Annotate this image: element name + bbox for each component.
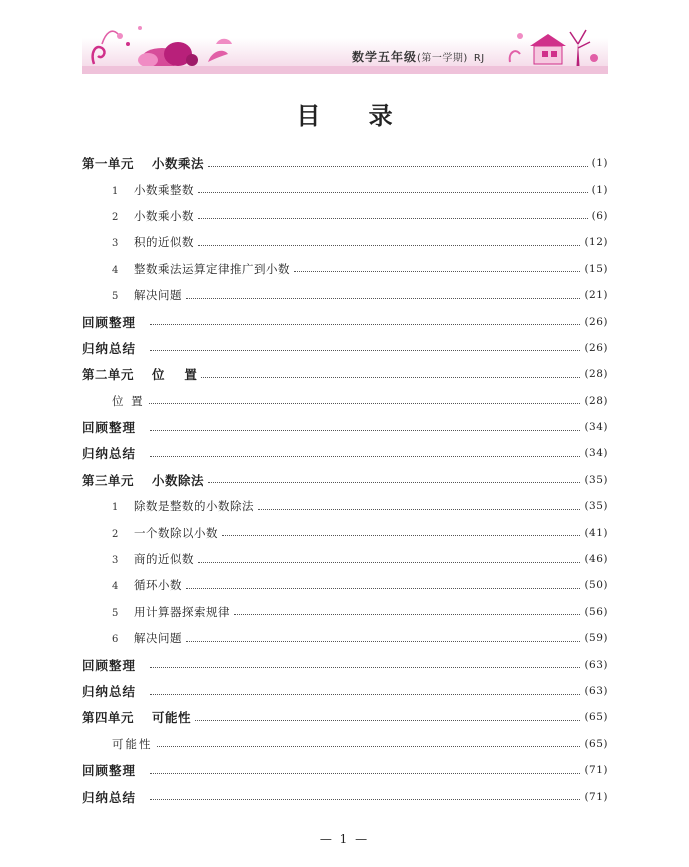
unit-label: 第四单元 — [82, 710, 135, 726]
dot-leader — [150, 324, 580, 325]
dot-leader — [150, 456, 580, 457]
lesson-number: 1 — [112, 185, 119, 197]
dot-leader — [149, 403, 581, 404]
toc-row[interactable] — [82, 678, 608, 704]
lesson-title: 解决问题 — [134, 288, 182, 303]
dot-leader — [186, 298, 580, 299]
lesson-title: 小数乘小数 — [134, 208, 194, 223]
lesson-entry — [82, 261, 290, 277]
dot-leader — [198, 562, 580, 563]
dot-leader — [294, 271, 580, 272]
cloud-shape — [138, 53, 158, 67]
toc-row[interactable] — [82, 757, 608, 783]
page-ref: (46) — [584, 553, 608, 566]
page-ref: (15) — [584, 262, 608, 275]
lesson-title: 除数是整数的小数除法 — [134, 499, 254, 514]
lesson-entry — [82, 577, 182, 593]
unit-title: 小数乘法 — [152, 156, 205, 172]
lesson-title: 用计算器探索规律 — [134, 604, 230, 619]
toc-row[interactable] — [82, 467, 608, 493]
dot-leader — [234, 614, 580, 615]
toc-row[interactable] — [82, 361, 608, 387]
page-ref: (63) — [584, 658, 608, 671]
lesson-title: 小数乘整数 — [134, 182, 194, 197]
section-title: 归纳总结 — [82, 446, 137, 462]
dot-leader — [150, 694, 580, 695]
page-ref: (41) — [584, 526, 608, 539]
unit-label: 第三单元 — [82, 472, 135, 488]
page-ref: (1) — [591, 183, 608, 196]
dot-leader — [186, 641, 580, 642]
dot-leader — [201, 377, 580, 378]
unit-title: 小数除法 — [152, 472, 205, 488]
lesson-number: 2 — [112, 211, 119, 223]
lesson-entry — [82, 287, 182, 303]
toc-row[interactable] — [82, 282, 608, 308]
toc-row[interactable] — [82, 203, 608, 229]
unit-heading — [82, 471, 204, 489]
flower-dot — [517, 33, 523, 39]
page-ref: (12) — [584, 236, 608, 249]
bubble-shape — [186, 54, 198, 66]
toc-row[interactable] — [82, 783, 608, 809]
entry-title: 位 置 — [112, 393, 145, 408]
lesson-entry — [82, 604, 230, 620]
page-ref: (59) — [584, 632, 608, 645]
unit-label: 第二单元 — [82, 367, 135, 383]
house-window — [542, 51, 548, 57]
section-title: 回顾整理 — [82, 763, 137, 779]
lesson-number: 6 — [112, 634, 119, 646]
unit-heading — [82, 365, 197, 383]
lesson-title: 解决问题 — [134, 631, 182, 646]
dot-leader — [258, 509, 580, 510]
unit-title: 可能性 — [152, 710, 192, 726]
dot-leader — [150, 799, 580, 800]
leaf-shape — [216, 39, 232, 44]
dot-leader — [150, 350, 580, 351]
dot-leader — [150, 430, 580, 431]
page-ref: (71) — [584, 764, 608, 777]
unit-heading — [82, 154, 204, 172]
toc-row[interactable] — [82, 731, 608, 757]
page-title: 目 录 — [296, 102, 413, 130]
lesson-entry — [82, 182, 194, 198]
page-ref: (21) — [584, 289, 608, 302]
page-ref: (28) — [584, 394, 608, 407]
lesson-entry — [82, 208, 194, 224]
edition-code: RJ — [473, 53, 485, 64]
toc-row[interactable] — [82, 519, 608, 545]
toc-row[interactable] — [82, 150, 608, 176]
swirl-decoration — [93, 47, 105, 64]
book-title-semester: (第一学期) — [417, 53, 468, 64]
page-ref: (56) — [584, 605, 608, 618]
toc-row[interactable] — [82, 414, 608, 440]
leaf-shape — [208, 51, 228, 62]
page-ref: (28) — [584, 368, 608, 381]
house-roof — [530, 34, 566, 46]
section-title: 回顾整理 — [82, 314, 137, 330]
dot-leader — [198, 218, 588, 219]
unit-label: 第一单元 — [82, 156, 135, 172]
toc-row[interactable] — [82, 704, 608, 730]
toc-row[interactable] — [82, 176, 608, 202]
toc-row[interactable] — [82, 493, 608, 519]
book-title — [352, 48, 485, 65]
dot-leader — [222, 535, 580, 536]
toc-row[interactable] — [82, 308, 608, 334]
page-ref: (63) — [584, 685, 608, 697]
lesson-number: 4 — [112, 581, 119, 593]
section-title: 回顾整理 — [82, 657, 137, 673]
page-ref: (1) — [591, 157, 608, 170]
toc-row[interactable] — [82, 625, 608, 651]
dot-leader — [186, 588, 580, 589]
section-title: 归纳总结 — [82, 340, 137, 356]
left-decoration-illustration — [82, 14, 242, 74]
page-ref: (65) — [584, 711, 608, 724]
page-ref: (50) — [584, 579, 608, 592]
flower-dot — [126, 42, 130, 46]
lesson-entry — [82, 498, 254, 514]
vine-decoration — [102, 31, 118, 44]
lesson-number: 3 — [112, 238, 119, 250]
lesson-number: 4 — [112, 264, 119, 276]
lesson-title: 积的近似数 — [134, 235, 194, 250]
toc-row[interactable] — [82, 651, 608, 677]
lesson-entry — [82, 551, 194, 567]
toc-row[interactable] — [82, 388, 608, 414]
dot-leader — [150, 667, 580, 668]
swirl-decoration — [510, 51, 520, 62]
dot-leader — [198, 245, 580, 246]
section-title: 归纳总结 — [82, 684, 137, 699]
toc-row[interactable] — [82, 335, 608, 361]
dot-leader — [198, 192, 588, 193]
section-title: 回顾整理 — [82, 420, 137, 436]
dot-leader — [208, 482, 580, 483]
lesson-title: 商的近似数 — [134, 552, 194, 567]
flower-dot — [117, 33, 123, 39]
unit-title: 位 置 — [152, 367, 198, 383]
flower-dot — [590, 54, 598, 62]
dot-leader — [208, 166, 588, 167]
toc-row[interactable] — [82, 546, 608, 572]
dot-leader — [195, 720, 580, 721]
page-ref: (35) — [584, 500, 608, 513]
page-ref: (65) — [584, 737, 608, 750]
right-decoration-illustration — [502, 14, 608, 74]
flower-dot — [138, 26, 142, 30]
page-ref: (34) — [584, 421, 608, 434]
page-ref: (6) — [591, 209, 608, 222]
unit-heading — [82, 708, 191, 726]
tree-branch — [570, 30, 590, 48]
page-number: — 1 — — [319, 832, 370, 846]
entry-title: 可能性 — [112, 736, 153, 751]
page-ref: (35) — [584, 473, 608, 486]
toc-row[interactable] — [82, 229, 608, 255]
page-ref: (71) — [584, 790, 608, 803]
lesson-number: 1 — [112, 502, 119, 514]
lesson-number: 2 — [112, 528, 119, 540]
dot-leader — [150, 773, 580, 774]
lesson-title: 一个数除以小数 — [134, 525, 218, 540]
dot-leader — [157, 746, 581, 747]
toc-row[interactable] — [82, 440, 608, 466]
header-banner — [82, 14, 608, 74]
house-window — [551, 51, 557, 57]
toc-row[interactable] — [82, 599, 608, 625]
lesson-number: 5 — [112, 291, 119, 303]
lesson-number: 5 — [112, 607, 119, 619]
table-of-contents — [82, 150, 608, 810]
book-title-main: 数学五年级 — [352, 50, 418, 64]
lesson-entry — [82, 234, 194, 250]
lesson-title: 整数乘法运算定律推广到小数 — [134, 261, 290, 276]
lesson-entry — [82, 630, 182, 646]
section-title: 归纳总结 — [82, 789, 137, 805]
lesson-title: 循环小数 — [134, 578, 182, 593]
page-ref: (26) — [584, 341, 608, 354]
lesson-entry — [82, 525, 218, 541]
lesson-number: 3 — [112, 555, 119, 567]
toc-row[interactable] — [82, 572, 608, 598]
header-strip — [82, 66, 608, 74]
toc-row[interactable] — [82, 256, 608, 282]
page-ref: (34) — [584, 447, 608, 460]
page-ref: (26) — [584, 315, 608, 328]
